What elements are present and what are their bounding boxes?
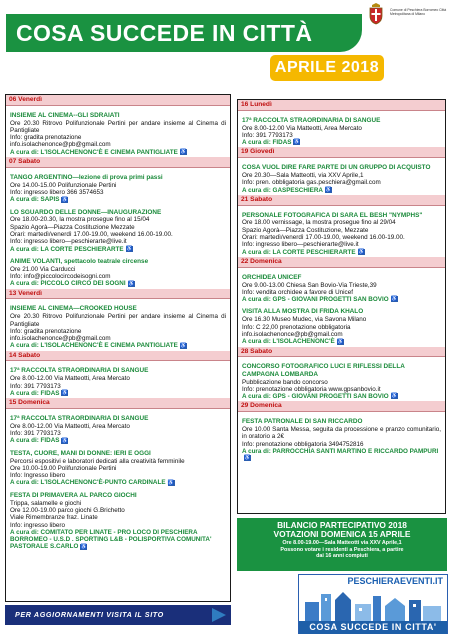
event-detail: Info: vendita orchidee a favore di Unicef [242, 288, 353, 296]
event-detail: Ore 14.00-15.00 Polifunzionale Pertini [10, 181, 117, 189]
event-title: TESTA, CUORE, MANI DI DONNE: IERI E OGGI [10, 449, 151, 457]
event-item [6, 446, 230, 488]
day-header: 07 Sabato [6, 157, 230, 168]
day-header: 21 Sabato [238, 195, 445, 206]
event-detail: Viale Rimembranze fraz. Linate [10, 514, 98, 522]
event-title: ANIME VOLANTI, spettacolo teatrale circense [10, 257, 149, 265]
event-title: FESTA DI PRIMAVERA AL PARCO GIOCHI [10, 491, 137, 499]
footer-bar: COSA SUCCEDE IN CITTA' [299, 621, 447, 634]
bilancio-line: Possono votare i residenti a Peschiera, a partire [280, 546, 404, 553]
event-detail: Pubblicazione bando concorso [242, 378, 328, 386]
event-item [6, 361, 230, 398]
event-organizer [10, 149, 226, 156]
event-detail: Ore 12.00-19.00 parco giochi G.Brichetto [10, 507, 125, 514]
event-detail: Ore 10.00-19.00 Polifunzionale Pertini [10, 464, 117, 472]
header-banner [6, 14, 362, 52]
event-organizer [242, 187, 441, 194]
wheelchair-icon: ♿ [293, 139, 301, 146]
updates-banner[interactable] [5, 605, 231, 625]
event-organizer-label: A cura di: GPS - GIOVANI PROGETTI SAN BOVIO [242, 296, 389, 304]
event-detail: Spazio Agorà—Piazza Costituzione, Mezzate [242, 226, 369, 234]
event-organizer-label: A cura di: FIDAS [10, 437, 60, 445]
event-detail: Info: prenotazione obbligatoria www.gpsanbovio.it [242, 385, 381, 393]
day-header: 14 Sabato [6, 351, 230, 362]
event-item [238, 206, 445, 257]
day-header: 28 Sabato [238, 347, 445, 358]
event-organizer [242, 338, 441, 345]
event-title: PERSONALE FOTOGRAFICA DI SARA EL BESH "NYMPHS" [242, 211, 423, 219]
event-title: FESTA PATRONALE DI SAN RICCARDO [242, 418, 363, 426]
event-detail: Orari: martedì/venerdì 17.00-19.00, weekend 16.00-19.00. [242, 234, 405, 242]
event-detail: Info: info@piccolocircodeisogni.com [10, 273, 111, 281]
event-detail: Ore 10.00 Santa Messa, seguita da processione e pranzo comunitario, in oratorio a 2€ [242, 425, 441, 441]
event-organizer-label: A cura di: GASPESCHIERA [242, 186, 323, 194]
page-title: COSA SUCCEDE IN CITTÀ [16, 19, 313, 46]
event-item [238, 111, 445, 148]
event-detail: info.isolachenonce@pb@gmail.com [242, 330, 343, 338]
event-item [6, 205, 230, 254]
event-detail: Ore 8.00-12.00 Via Matteotti, Area Mercato [10, 375, 130, 383]
updates-label: PER AGGIORNAMENTI VISITA IL SITO [15, 609, 164, 619]
event-title: VISITA ALLA MOSTRA DI FRIDA KHALO [242, 308, 364, 316]
event-detail: Info: 391 7793173 [242, 131, 293, 139]
event-detail: info.isolachenonce@pb@gmail.com [10, 141, 111, 149]
day-header: 06 Venerdì [6, 95, 230, 106]
wheelchair-icon: ♿ [61, 390, 69, 397]
day-header: 15 Domenica [6, 398, 230, 409]
events-right-column [237, 99, 446, 514]
wheelchair-icon: ♿ [127, 280, 135, 287]
bilancio-box [237, 518, 447, 571]
comune-label: Comune di Peschiera Borromeo Città Metropolitana di Milano [390, 8, 447, 17]
event-organizer-label: A cura di: COMITATO PER LINATE - PRO LOCO DI PESCHIERA BORROMEO - U.S.D . SPORTING L&B - POLISPORTIVA COMUNITA' PASTORALE S.CARLO [10, 528, 212, 551]
event-detail: Ore 8.00-12.00 Via Matteotti, Area Mercato [10, 422, 130, 430]
event-organizer [10, 280, 226, 287]
event-detail: Ore 20.30 Ritrovo Polifunzionale Pertini per andare insieme al Cinema di Pantigliate [10, 119, 226, 134]
month-label: APRILE 2018 [274, 58, 380, 76]
event-organizer-label: A cura di: SAPIS [10, 196, 60, 204]
event-organizer [10, 529, 226, 551]
day-header: 19 Giovedì [238, 147, 445, 158]
event-detail: Info: Ingresso libero [10, 472, 66, 480]
event-organizer [10, 246, 226, 253]
event-title: INSIEME AL CINEMA--GLI SDRAIATI [10, 111, 120, 119]
event-detail: Ore 9.00-13.00 Chiesa San Bovio-Via Trieste,39 [242, 281, 377, 289]
city-crest-icon [368, 3, 384, 25]
city-skyline-icon [301, 588, 445, 622]
event-detail: Ore 18.00-20.30, la mostra prosegue fino al 15/04 [10, 216, 150, 224]
event-title: LO SGUARDO DELLE DONNE—INAUGURAZIONE [10, 208, 162, 216]
event-organizer-label: A cura di: GPS - GIOVANI PROGETTI SAN BOVIO [242, 393, 389, 401]
event-organizer [242, 139, 441, 146]
event-detail: Percorsi espositivi e laboratori dedicati alla creatività femminile [10, 457, 185, 465]
wheelchair-icon: ♿ [180, 149, 187, 156]
event-title: 17ª RACCOLTA STRAORDINARIA DI SANGUE [10, 414, 149, 422]
wheelchair-icon: ♿ [180, 342, 187, 349]
event-organizer-label: A cura di: PARROCCHIA SANTI MARTINO E RICCARDO PAMPURI [242, 447, 439, 455]
event-organizer-label: A cura di: L'ISOLACHENONC'È E CINEMA PANTIGLIATE [10, 148, 178, 156]
event-detail: Trippa, salamelle e giochi [10, 499, 82, 507]
events-left-column [5, 94, 231, 602]
bilancio-line: Ore 8.00-19.00—Sala Matteotti via XXV Aprile,1 [282, 540, 402, 547]
wheelchair-icon: ♿ [390, 296, 398, 303]
event-detail: Ore 20.30 Ritrovo Polifunzionale Pertini per andare insieme al Cinema di Pantigliate [10, 313, 226, 328]
event-organizer-label: A cura di: L'ISOLACHENONC'È [242, 338, 335, 346]
event-detail: Info: gradita prenotazione [10, 134, 82, 142]
arrow-right-icon [212, 608, 226, 622]
event-detail: Info: pren. obbligatoria gas.peschiera@gmail.com [242, 179, 381, 187]
peschiera-eventi-logo[interactable] [298, 574, 448, 634]
wheelchair-icon: ♿ [80, 543, 87, 550]
event-organizer [10, 390, 226, 397]
event-detail: Ore 21.00 Via Carducci [10, 265, 76, 273]
wheelchair-icon: ♿ [244, 455, 251, 462]
event-title: INSIEME AL CINEMA—CROOKED HOUSE [10, 305, 137, 313]
event-organizer [242, 448, 441, 463]
event-organizer-label: A cura di: PICCOLO CIRCO DEI SOGNI [10, 280, 126, 288]
event-title: 17ª RACCOLTA STRAORDINARIA DI SANGUE [242, 116, 381, 124]
event-item [6, 254, 230, 289]
event-organizer-label: A cura di: FIDAS [242, 139, 292, 147]
day-header: 13 Venerdì [6, 289, 230, 300]
month-badge [270, 55, 384, 81]
bilancio-subtitle: VOTAZIONI DOMENICA 15 APRILE [273, 529, 411, 540]
event-organizer [10, 437, 226, 444]
event-organizer-label: A cura di: LA CORTE PESCHIERARTE [242, 248, 356, 256]
day-header: 29 Domenica [238, 401, 445, 412]
wheelchair-icon: ♿ [390, 393, 398, 400]
bilancio-details [237, 540, 447, 559]
event-title: CONCORSO FOTOGRAFICO LUCI E RIFLESSI DELLA CAMPAGNA LOMBARDA [242, 363, 405, 378]
bilancio-title: BILANCIO PARTECIPATIVO 2018 [277, 520, 407, 530]
event-organizer-label: A cura di: FIDAS [10, 389, 60, 397]
event-organizer [10, 479, 226, 486]
event-organizer [10, 342, 226, 349]
wheelchair-icon: ♿ [325, 186, 332, 193]
event-detail: Ore 8.00-12.00 Via Matteotti, Area Mercato [242, 124, 362, 132]
event-item [6, 168, 230, 205]
day-header: 22 Domenica [238, 257, 445, 268]
event-item [6, 106, 230, 157]
wheelchair-icon: ♿ [357, 248, 365, 255]
wheelchair-icon: ♿ [61, 196, 69, 203]
event-detail: Ore 16.30 Museo Mudec, via Savona Milano [242, 316, 367, 324]
event-title: ORCHIDEA UNICEF [242, 273, 302, 281]
event-detail: Info: ingresso libero 366 3574653 [10, 188, 104, 196]
event-item [6, 488, 230, 552]
day-header: 16 Lunedì [238, 100, 445, 111]
event-detail: Info: prenotazione obbligatoria 3494752816 [242, 440, 364, 448]
event-detail: Orari: martedì/venerdì 17.00-19.00, weekend 16.00-19.00. [10, 231, 173, 239]
event-item [6, 299, 230, 350]
event-item [238, 304, 445, 346]
event-detail: Info: gradita prenotazione [10, 327, 82, 335]
event-detail: Info: 391 7793173 [10, 430, 61, 438]
event-detail: Ore 20.30—Sala Matteotti, via XXV Aprile,1 [242, 172, 364, 180]
event-detail: Ore 18.00 vernissage, la mostra prosegue fino al 29/04 [242, 219, 396, 227]
event-detail: Info: 391 7793173 [10, 382, 61, 390]
event-detail: Info: C 22,00 prenotazione obbligatoria [242, 323, 351, 331]
event-organizer-label: A cura di: L'ISOLACHENONC'È E CINEMA PANTIGLIATE [10, 342, 178, 350]
event-item [238, 268, 445, 305]
event-detail: info.isolachenonce@pb@gmail.com [10, 335, 111, 343]
event-detail: Spazio Agorà—Piazza Costituzione Mezzate [10, 223, 135, 231]
wheelchair-icon: ♿ [167, 479, 175, 486]
event-detail: Info: ingresso libero [10, 521, 65, 529]
event-detail: Info: ingresso libero—peschierarte@live.it [242, 241, 359, 249]
event-organizer-label: A cura di: L'ISOLACHENONC'È-PUNTO CARDINALE [10, 479, 166, 487]
event-title: COSA VUOL DIRE FARE PARTE DI UN GRUPPO DI ACQUISTO [242, 164, 431, 172]
wheelchair-icon: ♿ [125, 245, 133, 252]
event-title: 17ª RACCOLTA STRAORDINARIA DI SANGUE [10, 367, 149, 375]
event-organizer-label: A cura di: LA CORTE PESCHIERARTE [10, 245, 124, 253]
event-title: TANGO ARGENTINO—lezione di prova primi passi [10, 173, 163, 181]
event-detail: Info: ingresso libero—peschierarte@live.it [10, 238, 127, 246]
event-organizer [10, 196, 226, 203]
event-item [6, 409, 230, 446]
event-item [238, 158, 445, 195]
event-organizer [242, 249, 441, 256]
event-organizer [242, 296, 441, 303]
bilancio-line: dai 16 anni compiuti [316, 553, 368, 560]
event-item [238, 412, 445, 463]
wheelchair-icon: ♿ [61, 437, 69, 444]
event-item [238, 357, 445, 401]
site-url[interactable]: PESCHIERAEVENTI.IT [347, 576, 443, 586]
event-organizer [242, 393, 441, 400]
wheelchair-icon: ♿ [337, 338, 344, 345]
